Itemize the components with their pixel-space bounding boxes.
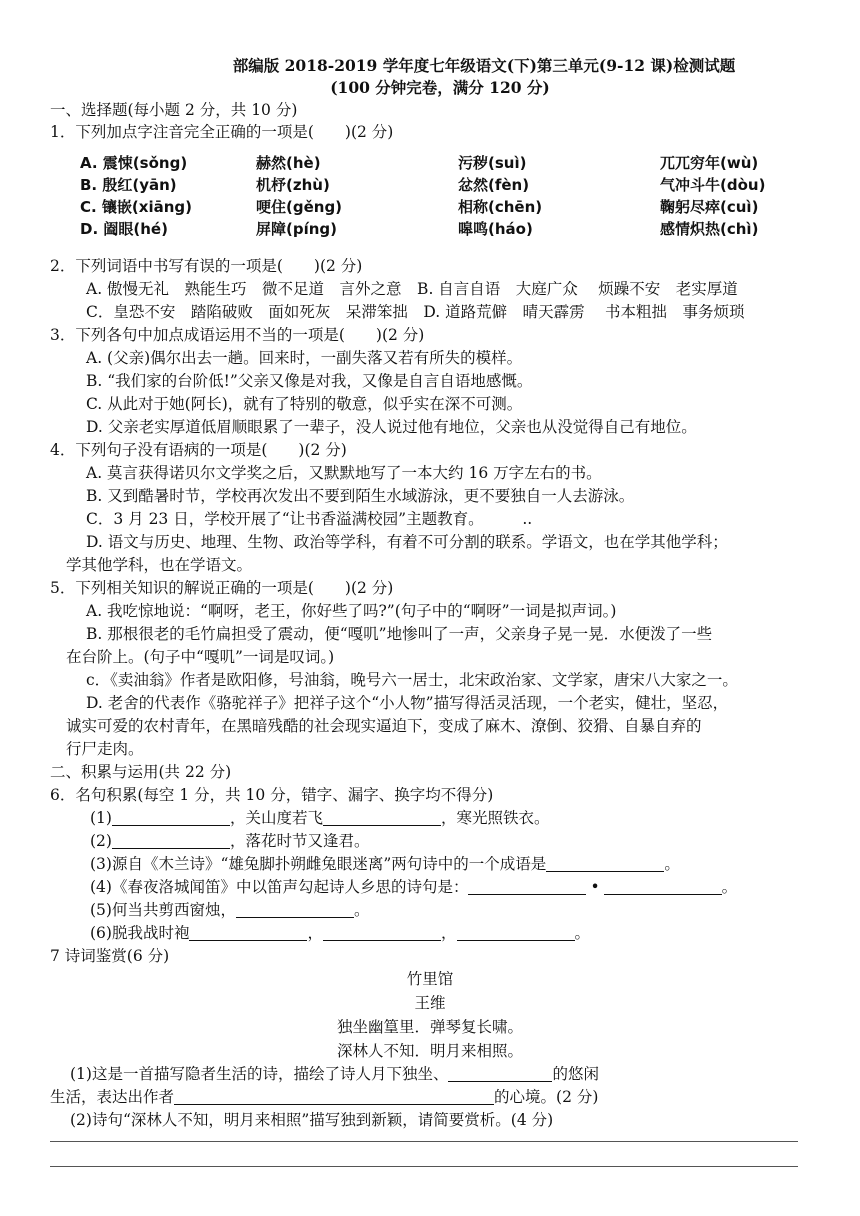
q6-item2-blank[interactable] [112,832,230,849]
q1-option-a4: 兀兀穷年(wù) [660,154,759,172]
q5-option-b-line2: 在台阶上。(句子中“嘎叽”一词是叹词。) [66,648,335,666]
q6-item1-pre: (1) [90,809,112,827]
q6-item3-blank[interactable] [546,855,664,872]
q6-item6-sep2: ， [440,924,457,942]
poem-author: 王维 [414,994,446,1012]
q5-stem: 5．下列相关知识的解说正确的一项是( )(2 分) [50,579,394,597]
q6-item6 [90,923,590,943]
q6-item4-text: (4)《春夜洛城闻笛》中以笛声勾起诗人乡思的诗句是： [90,878,469,896]
q3-option-a: A. (父亲)偶尔出去一趟。回来时，一副失落又若有所失的模样。 [86,349,523,367]
q6-item1-mid: ，关山度若飞 [229,809,323,827]
q6-item5 [90,900,369,920]
q3-option-d: D. 父亲老实厚道低眉顺眼累了一辈子，没人说过他有地位，父亲也从没觉得自己有地位。 [86,418,697,436]
q1-option-c4: 鞠躬尽瘁(cuì) [660,198,759,216]
q6-item3-post: 。 [664,855,680,873]
q6-item1-blank2[interactable] [323,809,441,826]
q3-stem: 3．下列各句中加点成语运用不当的一项是( )(2 分) [50,326,425,344]
q7-part1-blank2[interactable] [174,1088,494,1105]
q2-line1: A. 傲慢无礼 熟能生巧 微不足道 言外之意 B. 自言自语 大庭广众 烦躁不安 老实厚道 [86,280,738,298]
q5-option-d-line2: 诚实可爱的农村青年，在黑暗残酷的社会现实逼迫下，变成了麻木、潦倒、狡猾、自暴自弃的 [66,717,702,735]
q7-stem: 7 诗词鉴赏(6 分) [50,947,170,965]
q6-stem: 6．名句积累(每空 1 分，共 10 分，错字、漏字、换字均不得分) [50,786,494,804]
section1-heading: 一、选择题(每小题 2 分，共 10 分) [50,101,298,119]
q7-part1 [70,1064,599,1084]
q7-part1b-post: 的心境。(2 分) [494,1088,599,1106]
q7-part1-blank1[interactable] [448,1065,552,1082]
q1-option-b3: 忿然(fèn) [458,176,530,194]
poem-line2: 深林人不知．明月来相照。 [336,1042,523,1060]
q1-stem: 1．下列加点字注音完全正确的一项是( )(2 分) [50,123,394,141]
q3-option-c: C. 从此对于她(阿长)，就有了特别的敬意，似乎实在深不可测。 [86,395,523,413]
q6-item5-blank[interactable] [236,901,354,918]
q2-stem: 2．下列词语中书写有误的一项是( )(2 分) [50,257,363,275]
q5-option-a: A. 我吃惊地说：“啊呀，老王，你好些了吗?”(句子中的“啊呀”一词是拟声词。) [86,602,617,620]
q5-option-c: c．《卖油翁》作者是欧阳修，号油翁，晚号六一居士，北宋政治家、文学家，唐宋八大家之一。 [86,671,738,689]
q6-item6-blank2[interactable] [323,924,441,941]
q1-option-a1: A. 震悚(sǒng) [80,154,188,172]
q6-item4 [90,877,737,897]
q7-part1b [50,1087,598,1107]
q4-option-c: C．3 月 23 日，学校开展了“让书香溢满校园”主题教育。 .. [86,510,533,528]
q6-item6-text: (6)脱我战时袍 [90,924,190,942]
poem-title: 竹里馆 [406,970,454,988]
q1-option-a3: 污秽(suì) [458,154,527,172]
q4-option-d-line1: D. 语文与历史、地理、生物、政治等学科，有着不可分割的联系。学语文，也在学其他学科； [86,533,728,551]
q6-item4-blank1[interactable] [468,878,586,895]
q6-item6-blank3[interactable] [457,924,575,941]
q3-option-b: B. “我们家的台阶低!”父亲又像是对我，又像是自言自语地感慨。 [86,372,533,390]
q6-item4-post: 。 [721,878,738,896]
exam-subtitle [10,76,860,98]
q4-option-d-line2: 学其他学科，也在学语文。 [66,556,253,574]
q1-option-a2: 赫然(hè) [256,154,321,172]
q6-item2-pre: (2) [90,832,112,850]
exam-subtitle-text: (100 分钟完卷，满分 120 分) [330,78,550,97]
q7-part2: (2)诗句“深林人不知，明月来相照”描写独到新颖，请简要赏析。(4 分) [70,1111,554,1129]
q6-item4-dot: • [590,878,600,896]
q6-item1 [90,808,550,828]
q1-option-b2: 机杼(zhù) [256,176,330,194]
q1-option-c3: 相称(chēn) [458,198,543,216]
q6-item2 [90,831,369,851]
q6-item6-sep1: ， [307,924,323,942]
q6-item3 [90,854,680,874]
exam-title-text: 部编版 2018-2019 学年度七年级语文(下)第三单元(9-12 课)检测试题 [232,56,736,75]
q5-option-d-line3: 行尸走肉。 [66,740,144,758]
q1-option-c2: 哽住(gěng) [256,198,343,216]
q4-stem: 4．下列句子没有语病的一项是( )(2 分) [50,441,347,459]
q4-option-a: A. 莫言获得诺贝尔文学奖之后，又默默地写了一本大约 16 万字左右的书。 [86,464,602,482]
q1-option-d2: 屏障(píng) [256,220,338,238]
section2-heading: 二、积累与运用(共 22 分) [50,763,232,781]
poem-line1: 独坐幽篁里．弹琴复长啸。 [336,1018,523,1036]
q6-item5-post: 。 [353,901,370,919]
q1-option-d3: 嗥鸣(háo) [458,220,533,238]
answer-line-1[interactable] [50,1141,798,1142]
q7-part1b-pre: 生活，表达出作者 [50,1088,175,1106]
q6-item1-post: ，寒光照铁衣。 [440,809,550,827]
q1-option-b1: B. 殷红(yān) [80,176,177,194]
q6-item3-text: (3)源自《木兰诗》“雄兔脚扑朔雌兔眼迷离”两句诗中的一个成语是 [90,855,547,873]
exam-title [54,54,860,76]
q1-option-d4: 感情炽热(chì) [660,220,759,238]
q1-option-d1: D. 阖眼(hé) [80,220,168,238]
answer-line-2[interactable] [50,1166,798,1167]
q6-item4-blank2[interactable] [604,878,722,895]
q7-part1-pre: (1)这是一首描写隐者生活的诗，描绘了诗人月下独坐、 [70,1065,449,1083]
q6-item6-post: 。 [574,924,591,942]
q1-option-b4: 气冲斗牛(dòu) [660,176,766,194]
q4-option-b: B. 又到酷暑时节，学校再次发出不要到陌生水域游泳，更不要独自一人去游泳。 [86,487,635,505]
q1-option-c1: C. 镶嵌(xiāng) [80,198,192,216]
q6-item5-text: (5)何当共剪西窗烛， [90,901,236,919]
q6-item2-post: ，落花时节又逢君。 [229,832,370,850]
q7-part1-post: 的悠闲 [552,1065,599,1083]
q6-item6-blank1[interactable] [189,924,307,941]
q5-option-b-line1: B. 那根很老的毛竹扁担受了震动，便“嘎叽”地惨叫了一声，父亲身子晃一晃．水便泼了一些 [86,625,713,643]
q6-item1-blank1[interactable] [112,809,230,826]
q2-line2: C．皇恐不安 踏陷破败 面如死灰 呆滞笨拙 D. 道路荒僻 晴天霹雳 书本粗拙 事务烦琐 [86,303,745,321]
q5-option-d-line1: D. 老舍的代表作《骆驼祥子》把祥子这个“小人物”描写得活灵活现，一个老实，健壮，坚忍， [86,694,729,712]
